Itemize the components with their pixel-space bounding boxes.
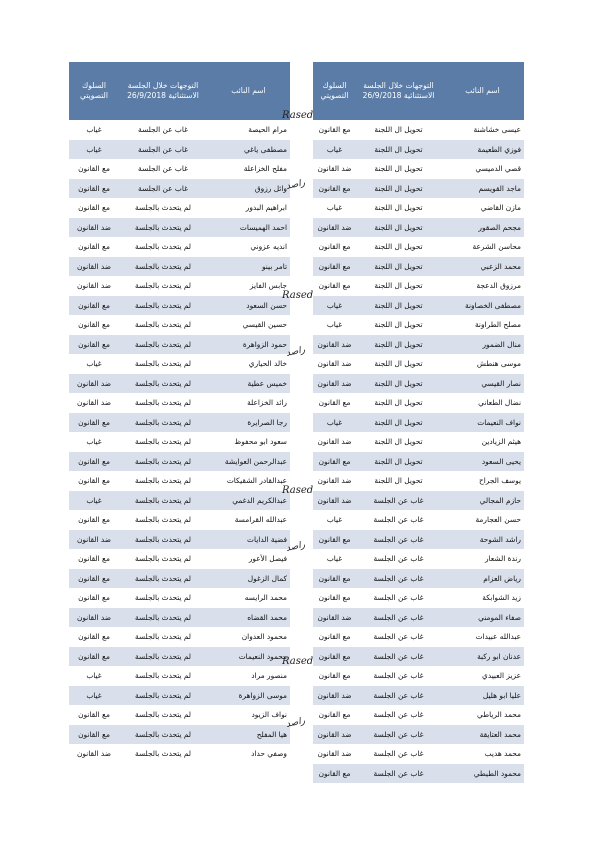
vote-cell: مع القانون [69, 198, 119, 218]
direction-cell: تحويل ال اللجنة [356, 413, 441, 433]
vote-cell: غياب [69, 432, 119, 452]
table-row [313, 120, 524, 140]
table-row [69, 608, 290, 628]
vote-cell: مع القانون [69, 549, 119, 569]
watermark-rased-arabic: راصد [285, 178, 307, 192]
vote-cell: غياب [313, 413, 356, 433]
mp-name-cell: محاسن الشرعة [441, 237, 524, 257]
vote-cell: مع القانون [69, 725, 119, 745]
table-row [69, 218, 290, 238]
mp-name-cell: انديه عزوني [207, 237, 290, 257]
direction-cell: غاب عن الجلسة [356, 491, 441, 511]
direction-cell: لم يتحدث بالجلسة [119, 588, 207, 608]
vote-cell: غياب [313, 198, 356, 218]
table-row [313, 471, 524, 491]
table-row [69, 452, 290, 472]
vote-cell: مع القانون [313, 764, 356, 784]
direction-cell: غاب عن الجلسة [356, 549, 441, 569]
watermark-rased: Rased [282, 110, 314, 121]
direction-cell: تحويل ال اللجنة [356, 218, 441, 238]
mp-name-cell: عدنان ابو ركبة [441, 647, 524, 667]
vote-cell: ضد القانون [313, 491, 356, 511]
mp-name-cell: عليا ابو هليل [441, 686, 524, 706]
direction-cell: غاب عن الجلسة [356, 569, 441, 589]
mp-name-cell: موسى هنطش [441, 354, 524, 374]
table-row [313, 627, 524, 647]
mp-name-cell: مصطفى الخصاونة [441, 296, 524, 316]
mp-name-cell: محمد هديب [441, 744, 524, 764]
direction-cell: لم يتحدث بالجلسة [119, 413, 207, 433]
vote-cell: مع القانون [69, 159, 119, 179]
table-row [69, 647, 290, 667]
direction-cell: لم يتحدث بالجلسة [119, 218, 207, 238]
vote-cell: مع القانون [69, 452, 119, 472]
mp-name-cell: ماجد القويسم [441, 179, 524, 199]
direction-cell: لم يتحدث بالجلسة [119, 393, 207, 413]
vote-cell: مع القانون [313, 179, 356, 199]
vote-cell: ضد القانون [69, 608, 119, 628]
vote-cell: مع القانون [313, 627, 356, 647]
table-row [313, 432, 524, 452]
vote-cell: مع القانون [69, 569, 119, 589]
vote-cell: مع القانون [69, 627, 119, 647]
direction-cell: لم يتحدث بالجلسة [119, 549, 207, 569]
table-row [313, 549, 524, 569]
table-row [313, 452, 524, 472]
vote-cell: غياب [69, 354, 119, 374]
vote-cell: مع القانون [313, 569, 356, 589]
direction-cell: لم يتحدث بالجلسة [119, 744, 207, 764]
vote-cell: ضد القانون [313, 744, 356, 764]
table-row [69, 159, 290, 179]
table-row [69, 140, 290, 160]
mp-name-cell: عبدالقادر الشقيكات [207, 471, 290, 491]
table-row [313, 764, 524, 784]
mp-name-cell: رياض العزام [441, 569, 524, 589]
table-row [313, 666, 524, 686]
vote-cell: غياب [69, 140, 119, 160]
vote-cell: ضد القانون [69, 218, 119, 238]
vote-cell: ضد القانون [313, 725, 356, 745]
direction-cell: تحويل ال اللجنة [356, 179, 441, 199]
table-row [69, 725, 290, 745]
table-row [69, 491, 290, 511]
table-row [69, 569, 290, 589]
direction-cell: غاب عن الجلسة [356, 705, 441, 725]
vote-cell: مع القانون [313, 647, 356, 667]
col-header-vote: السلوك التصويتي [313, 62, 356, 120]
vote-cell: مع القانون [69, 237, 119, 257]
mp-name-cell: صفاء المومني [441, 608, 524, 628]
mp-name-cell: نواف النعيمات [441, 413, 524, 433]
vote-cell: مع القانون [313, 705, 356, 725]
table-row [313, 198, 524, 218]
mp-name-cell: احمد الهميسات [207, 218, 290, 238]
direction-cell: تحويل ال اللجنة [356, 140, 441, 160]
direction-cell: تحويل ال اللجنة [356, 471, 441, 491]
direction-cell: لم يتحدث بالجلسة [119, 686, 207, 706]
vote-cell: غياب [313, 140, 356, 160]
table-row [69, 744, 290, 764]
vote-cell: مع القانون [313, 276, 356, 296]
col-header-directions: التوجهات خلال الجلسة الاستثنائية 26/9/2018 [119, 62, 207, 120]
vote-cell: مع القانون [69, 296, 119, 316]
direction-cell: غاب عن الجلسة [356, 588, 441, 608]
direction-cell: غاب عن الجلسة [356, 627, 441, 647]
mp-name-cell: تامر بينو [207, 257, 290, 277]
direction-cell: تحويل ال اللجنة [356, 335, 441, 355]
vote-cell: ضد القانون [69, 374, 119, 394]
direction-cell: لم يتحدث بالجلسة [119, 354, 207, 374]
vote-cell: ضد القانون [69, 530, 119, 550]
table-row [69, 354, 290, 374]
direction-cell: غاب عن الجلسة [356, 510, 441, 530]
table-row [313, 237, 524, 257]
table-row [69, 471, 290, 491]
direction-cell: تحويل ال اللجنة [356, 237, 441, 257]
table-row [69, 413, 290, 433]
mp-name-cell: مصلح الطراونة [441, 315, 524, 335]
direction-cell: لم يتحدث بالجلسة [119, 257, 207, 277]
mp-name-cell: زيد الشوابكة [441, 588, 524, 608]
vote-cell: مع القانون [313, 452, 356, 472]
direction-cell: غاب عن الجلسة [356, 530, 441, 550]
mp-name-cell: راشد الشوحة [441, 530, 524, 550]
mp-name-cell: فضية الدايات [207, 530, 290, 550]
mp-name-cell: رجا الصرايرة [207, 413, 290, 433]
table-row [69, 120, 290, 140]
table-row [69, 705, 290, 725]
table-row [69, 198, 290, 218]
table-row [313, 140, 524, 160]
direction-cell: لم يتحدث بالجلسة [119, 627, 207, 647]
table-row [69, 666, 290, 686]
mp-name-cell: حسين القيسي [207, 315, 290, 335]
table-row [69, 335, 290, 355]
table-row [313, 335, 524, 355]
mp-name-cell: مجحم الصقور [441, 218, 524, 238]
direction-cell: لم يتحدث بالجلسة [119, 491, 207, 511]
direction-cell: غاب عن الجلسة [356, 686, 441, 706]
vote-cell: مع القانون [69, 588, 119, 608]
table-row [313, 374, 524, 394]
direction-cell: تحويل ال اللجنة [356, 159, 441, 179]
mp-name-cell: هيا المفلح [207, 725, 290, 745]
mp-name-cell: محمد الرياطي [441, 705, 524, 725]
vote-cell: ضد القانون [69, 393, 119, 413]
mp-name-cell: حسن السعود [207, 296, 290, 316]
table-row [69, 179, 290, 199]
direction-cell: غاب عن الجلسة [119, 120, 207, 140]
mp-name-cell: نصار القيسي [441, 374, 524, 394]
vote-cell: غياب [69, 120, 119, 140]
col-header-vote: السلوك التصويتي [69, 62, 119, 120]
mp-name-cell: سعود ابو محفوظ [207, 432, 290, 452]
table-row [69, 276, 290, 296]
mp-name-cell: يوسف الجراح [441, 471, 524, 491]
table-row [69, 432, 290, 452]
vote-cell: ضد القانون [69, 257, 119, 277]
direction-cell: لم يتحدث بالجلسة [119, 374, 207, 394]
mp-name-cell: عبدالكريم الدغمي [207, 491, 290, 511]
direction-cell: لم يتحدث بالجلسة [119, 432, 207, 452]
right-votes-table [313, 62, 524, 783]
direction-cell: لم يتحدث بالجلسة [119, 198, 207, 218]
direction-cell: لم يتحدث بالجلسة [119, 530, 207, 550]
mp-name-cell: عزيز العبيدي [441, 666, 524, 686]
right-table-body [313, 120, 524, 783]
vote-cell: ضد القانون [313, 159, 356, 179]
mp-name-cell: خميس عطية [207, 374, 290, 394]
table-row [313, 257, 524, 277]
direction-cell: لم يتحدث بالجلسة [119, 510, 207, 530]
vote-cell: ضد القانون [69, 276, 119, 296]
table-row [313, 569, 524, 589]
vote-cell: ضد القانون [313, 354, 356, 374]
mp-name-cell: فيصل الأعور [207, 549, 290, 569]
direction-cell: غاب عن الجلسة [356, 647, 441, 667]
table-row [69, 510, 290, 530]
col-header-directions: التوجهات خلال الجلسة الاستثنائية 26/9/2018 [356, 62, 441, 120]
direction-cell: تحويل ال اللجنة [356, 354, 441, 374]
direction-cell: تحويل ال اللجنة [356, 257, 441, 277]
watermark-rased-arabic: راصد [285, 345, 307, 359]
direction-cell: لم يتحدث بالجلسة [119, 705, 207, 725]
direction-cell: غاب عن الجلسة [356, 725, 441, 745]
mp-name-cell: وصفي حداد [207, 744, 290, 764]
mp-name-cell: جابس الفايز [207, 276, 290, 296]
vote-cell: مع القانون [313, 530, 356, 550]
vote-cell: غياب [69, 666, 119, 686]
mp-name-cell: حسن العجارمة [441, 510, 524, 530]
table-row [313, 647, 524, 667]
vote-cell: مع القانون [313, 588, 356, 608]
direction-cell: لم يتحدث بالجلسة [119, 276, 207, 296]
direction-cell: لم يتحدث بالجلسة [119, 725, 207, 745]
direction-cell: تحويل ال اللجنة [356, 315, 441, 335]
vote-cell: مع القانون [69, 705, 119, 725]
vote-cell: مع القانون [313, 237, 356, 257]
table-row [313, 179, 524, 199]
table-row [69, 315, 290, 335]
direction-cell: لم يتحدث بالجلسة [119, 335, 207, 355]
watermark-rased-arabic: راصد [285, 716, 307, 730]
vote-cell: ضد القانون [313, 608, 356, 628]
table-row [313, 315, 524, 335]
direction-cell: تحويل ال اللجنة [356, 296, 441, 316]
vote-cell: مع القانون [313, 393, 356, 413]
direction-cell: لم يتحدث بالجلسة [119, 647, 207, 667]
table-row [313, 276, 524, 296]
mp-name-cell: عبدالله عبيدات [441, 627, 524, 647]
mp-name-cell: خالد الحياري [207, 354, 290, 374]
mp-name-cell: ابراهيم البدور [207, 198, 290, 218]
mp-name-cell: محمد القضاه [207, 608, 290, 628]
mp-name-cell: نضال الطعاني [441, 393, 524, 413]
direction-cell: لم يتحدث بالجلسة [119, 666, 207, 686]
direction-cell: غاب عن الجلسة [356, 666, 441, 686]
table-row [69, 393, 290, 413]
direction-cell: تحويل ال اللجنة [356, 120, 441, 140]
table-row [313, 393, 524, 413]
direction-cell: لم يتحدث بالجلسة [119, 471, 207, 491]
mp-name-cell: عبدالرحمن العوايشة [207, 452, 290, 472]
vote-cell: ضد القانون [69, 744, 119, 764]
watermark-rased: Rased [282, 485, 314, 496]
mp-name-cell: محمود الطيطي [441, 764, 524, 784]
col-header-name: اسم النائب [207, 62, 290, 120]
mp-name-cell: مصطفى ياغي [207, 140, 290, 160]
mp-name-cell: عبدالله القرامسة [207, 510, 290, 530]
mp-name-cell: مرام الحيصة [207, 120, 290, 140]
direction-cell: تحويل ال اللجنة [356, 393, 441, 413]
direction-cell: غاب عن الجلسة [356, 744, 441, 764]
col-header-name: اسم النائب [441, 62, 524, 120]
mp-name-cell: رائد الخزاعلة [207, 393, 290, 413]
mp-name-cell: هيثم الزيادين [441, 432, 524, 452]
table-row [69, 257, 290, 277]
mp-name-cell: حمود الزواهرة [207, 335, 290, 355]
mp-name-cell: نواف الزيود [207, 705, 290, 725]
mp-name-cell: محمود العدوان [207, 627, 290, 647]
mp-name-cell: مازن القاضي [441, 198, 524, 218]
mp-name-cell: قصي الدميسي [441, 159, 524, 179]
vote-cell: مع القانون [69, 471, 119, 491]
mp-name-cell: رندة الشعار [441, 549, 524, 569]
table-row [313, 296, 524, 316]
direction-cell: لم يتحدث بالجلسة [119, 237, 207, 257]
direction-cell: غاب عن الجلسة [356, 608, 441, 628]
vote-cell: مع القانون [313, 666, 356, 686]
vote-cell: مع القانون [69, 510, 119, 530]
vote-cell: غياب [313, 549, 356, 569]
vote-cell: ضد القانون [313, 686, 356, 706]
mp-name-cell: محمد العتايقة [441, 725, 524, 745]
direction-cell: تحويل ال اللجنة [356, 374, 441, 394]
watermark-rased: Rased [282, 290, 314, 301]
watermark-rased: Rased [282, 656, 314, 667]
direction-cell: تحويل ال اللجنة [356, 452, 441, 472]
table-row [69, 296, 290, 316]
table-row [313, 705, 524, 725]
direction-cell: لم يتحدث بالجلسة [119, 452, 207, 472]
direction-cell: لم يتحدث بالجلسة [119, 569, 207, 589]
table-row [313, 608, 524, 628]
direction-cell: غاب عن الجلسة [119, 179, 207, 199]
direction-cell: غاب عن الجلسة [119, 159, 207, 179]
table-row [313, 725, 524, 745]
vote-cell: غياب [69, 686, 119, 706]
mp-name-cell: موسى الزواهرة [207, 686, 290, 706]
vote-cell: مع القانون [313, 257, 356, 277]
table-row [69, 686, 290, 706]
mp-name-cell: منصور مراد [207, 666, 290, 686]
table-row [69, 627, 290, 647]
vote-cell: مع القانون [69, 335, 119, 355]
table-row [69, 549, 290, 569]
vote-cell: ضد القانون [313, 218, 356, 238]
direction-cell: تحويل ال اللجنة [356, 276, 441, 296]
mp-name-cell: فوزي الطعيمة [441, 140, 524, 160]
mp-name-cell: مرزوق الدعجة [441, 276, 524, 296]
vote-cell: غياب [313, 296, 356, 316]
direction-cell: غاب عن الجلسة [119, 140, 207, 160]
mp-name-cell: كمال الزغول [207, 569, 290, 589]
vote-cell: غياب [69, 491, 119, 511]
table-row [69, 374, 290, 394]
vote-cell: ضد القانون [313, 374, 356, 394]
table-row [69, 530, 290, 550]
vote-cell: غياب [313, 315, 356, 335]
vote-cell: غياب [313, 510, 356, 530]
direction-cell: تحويل ال اللجنة [356, 198, 441, 218]
table-row [313, 744, 524, 764]
direction-cell: لم يتحدث بالجلسة [119, 608, 207, 628]
watermark-rased-arabic: راصد [285, 540, 307, 554]
mp-name-cell: يحيى السعود [441, 452, 524, 472]
table-row [313, 491, 524, 511]
mp-name-cell: عيسى خشاشنة [441, 120, 524, 140]
direction-cell: لم يتحدث بالجلسة [119, 296, 207, 316]
mp-name-cell: محمود النعيمات [207, 647, 290, 667]
vote-cell: مع القانون [313, 120, 356, 140]
mp-name-cell: محمد الرايسه [207, 588, 290, 608]
table-row [313, 413, 524, 433]
mp-name-cell: وائل رزوق [207, 179, 290, 199]
table-row [313, 354, 524, 374]
table-row [69, 588, 290, 608]
table-row [313, 686, 524, 706]
left-votes-table [69, 62, 290, 764]
table-row [313, 159, 524, 179]
table-row [313, 510, 524, 530]
vote-cell: ضد القانون [313, 471, 356, 491]
mp-name-cell: منال الضمور [441, 335, 524, 355]
vote-cell: مع القانون [69, 647, 119, 667]
vote-cell: ضد القانون [313, 432, 356, 452]
mp-name-cell: حازم المجالي [441, 491, 524, 511]
table-row [313, 218, 524, 238]
vote-cell: مع القانون [69, 413, 119, 433]
mp-name-cell: مفلح الخزاعلة [207, 159, 290, 179]
direction-cell: تحويل ال اللجنة [356, 432, 441, 452]
table-row [313, 530, 524, 550]
table-row [313, 588, 524, 608]
vote-cell: ضد القانون [313, 335, 356, 355]
direction-cell: غاب عن الجلسة [356, 764, 441, 784]
direction-cell: لم يتحدث بالجلسة [119, 315, 207, 335]
vote-cell: مع القانون [69, 315, 119, 335]
mp-name-cell: محمد الزعبي [441, 257, 524, 277]
left-table-body [69, 120, 290, 764]
vote-cell: مع القانون [69, 179, 119, 199]
table-row [69, 237, 290, 257]
